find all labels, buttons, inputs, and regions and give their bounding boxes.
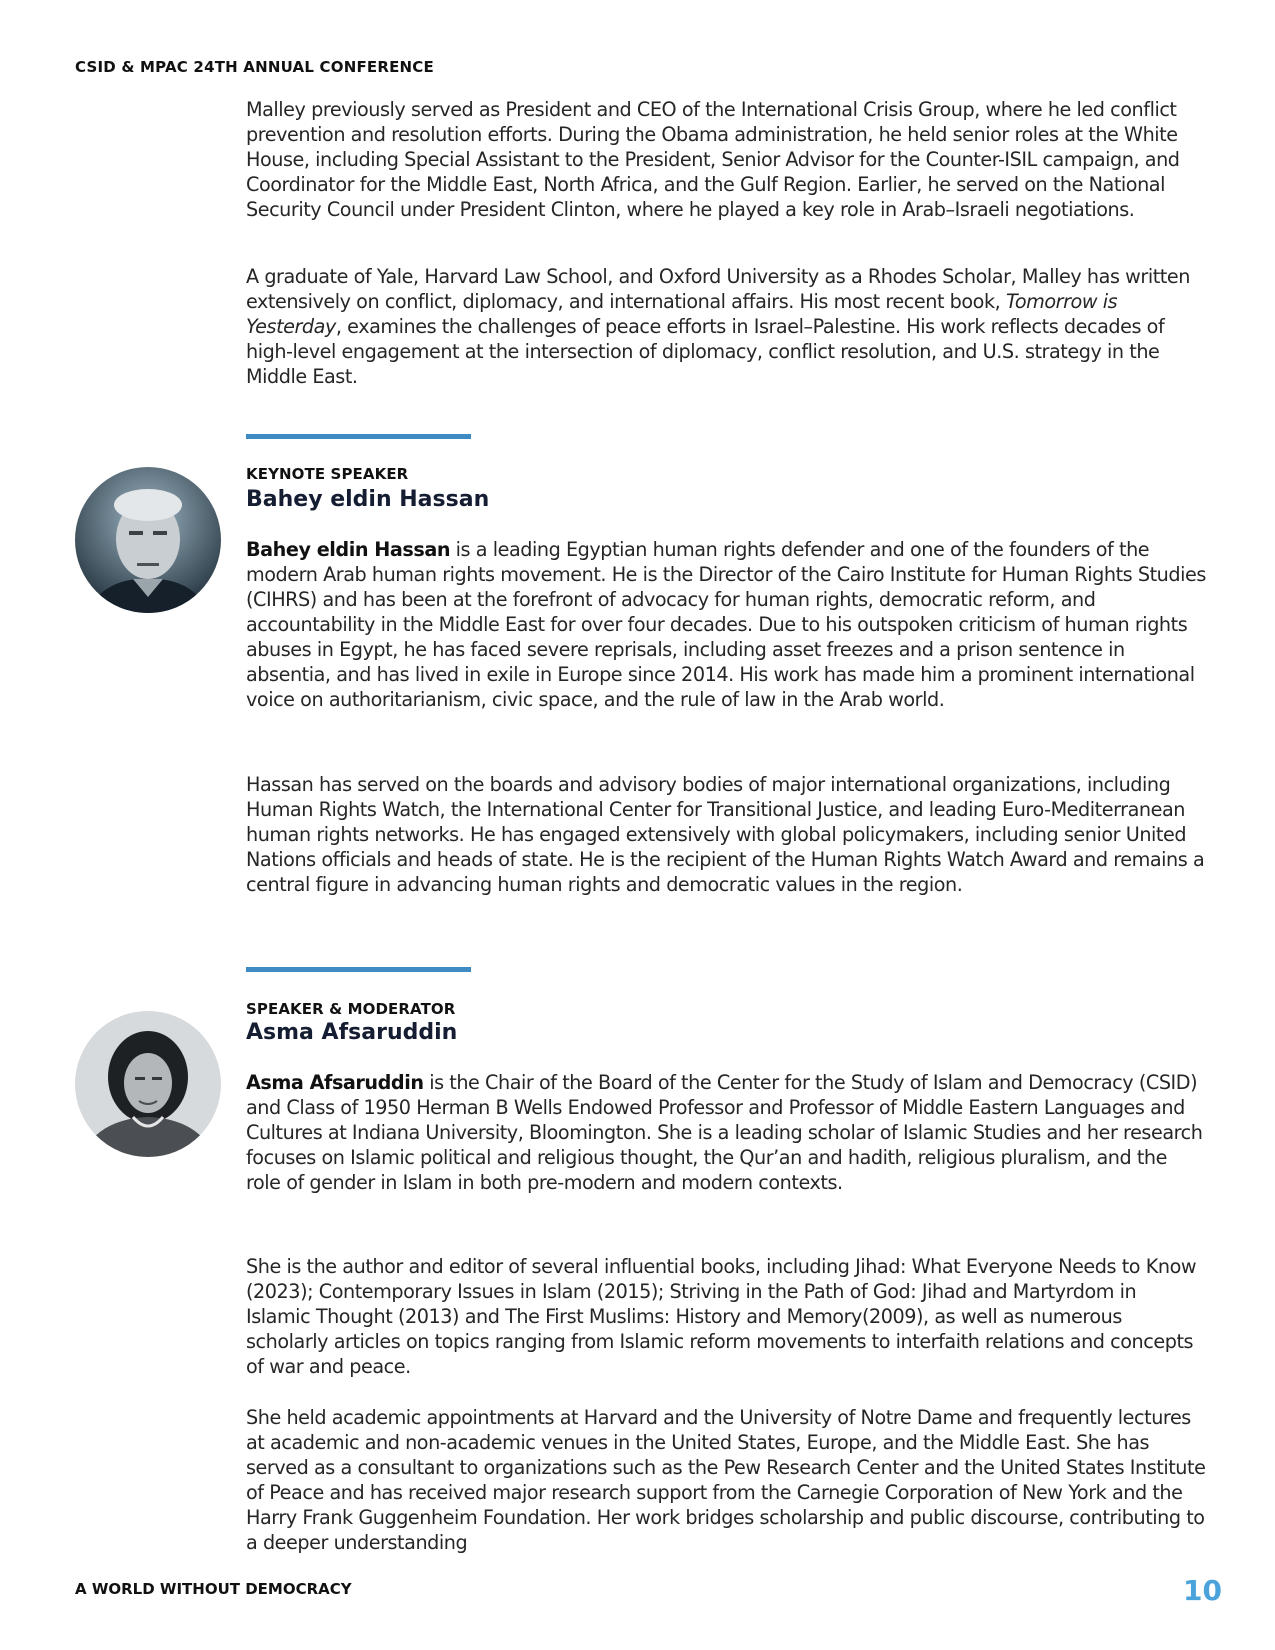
section-divider	[246, 434, 471, 439]
hassan-bio	[246, 537, 1206, 712]
afsaruddin-paragraph-1: Asma Afsaruddin is the Chair of the Board of the Center for the Study of Islam and Democracy (CSID) and Class of 1950 Herman B Wells Endowed Professor and Professor of Middle Eastern Languages and Cultures at Indiana University, Bloomington. She is a leading scholar of Islamic Studies and her research focuses on Islamic political and religious thought, the Qur’an and hadith, religious pluralism, and the role of gender in Islam in both pre-modern and modern contexts.	[246, 1071, 1203, 1194]
speaker-photo-hassan	[75, 467, 221, 613]
book-title: Tomorrow is Yesterday	[246, 290, 1118, 338]
malley-paragraph-1: Malley previously served as President and CEO of the International Crisis Group, where he led conflict prevention and resolution efforts. During the Obama administration, he held senior roles at the White House, including Special Assistant to the President, Senior Advisor for the Counter-ISIL campaign, and Coordinator for the Middle East, North Africa, and the Gulf Region. Earlier, he served on the National Security Council under President Clinton, where he played a key role in Arab–Israeli negotiations.	[246, 98, 1180, 221]
hassan-paragraph-2: Hassan has served on the boards and advisory bodies of major international organizations, including Human Rights Watch, the International Center for Transitional Justice, and leading Euro-Mediterranean human rights networks. He has engaged extensively with global policymakers, including senior United Nations officials and heads of state. He is the recipient of the Human Rights Watch Award and remains a central figure in advancing human rights and democratic values in the region.	[246, 773, 1205, 896]
portrait-image	[75, 1011, 221, 1157]
speaker-photo-afsaruddin	[75, 1011, 221, 1157]
section-divider	[246, 967, 471, 972]
malley-bio	[246, 97, 1206, 222]
running-header: CSID & MPAC 24TH ANNUAL CONFERENCE	[75, 58, 434, 76]
malley-bio-2	[246, 264, 1206, 389]
afsaruddin-bio	[246, 1070, 1206, 1195]
speaker-role: KEYNOTE SPEAKER	[246, 465, 409, 483]
hassan-paragraph-1: Bahey eldin Hassan is a leading Egyptian human rights defender and one of the founders of the modern Arab human rights movement. He is the Director of the Cairo Institute for Human Rights Studies (CIHRS) and has been at the forefront of advocacy for human rights, democratic reform, and accountability in the Middle East for over four decades. Due to his outspoken criticism of human rights abuses in Egypt, he has faced severe reprisals, including asset freezes and a prison sentence in absentia, and has lived in exile in Europe since 2014. His work has made him a prominent international voice on authoritarianism, civic space, and the rule of law in the Arab world.	[246, 538, 1206, 711]
malley-paragraph-2: A graduate of Yale, Harvard Law School, and Oxford University as a Rhodes Scholar, Malley has written extensively on conflict, diplomacy, and international affairs. His most recent book, Tomorrow is Yesterday, examines the challenges of peace efforts in Israel–Palestine. His work reflects decades of high-level engagement at the intersection of diplomacy, conflict resolution, and U.S. strategy in the Middle East.	[246, 265, 1190, 388]
afsaruddin-paragraph-3: She held academic appointments at Harvard and the University of Notre Dame and frequently lectures at academic and non-academic venues in the United States, Europe, and the Middle East. She has served as a consultant to organizations such as the Pew Research Center and the United States Institute of Peace and has received major research support from the Carnegie Corporation of New York and the Harry Frank Guggenheim Foundation. Her work bridges scholarship and public discourse, contributing to a deeper understanding	[246, 1406, 1206, 1554]
afsaruddin-bio-2	[246, 1254, 1206, 1379]
speaker-name: Bahey eldin Hassan	[246, 487, 490, 512]
running-footer: A WORLD WITHOUT DEMOCRACY	[75, 1580, 352, 1598]
speaker-name: Asma Afsaruddin	[246, 1020, 458, 1045]
speaker-role: SPEAKER & MODERATOR	[246, 1000, 456, 1018]
afsaruddin-bio-3	[246, 1405, 1206, 1555]
afsaruddin-paragraph-2: She is the author and editor of several influential books, including Jihad: What Everyone Needs to Know (2023); Contemporary Issues in Islam (2015); Striving in the Path of God: Jihad and Martyrdom in Islamic Thought (2013) and The First Muslims: History and Memory(2009), as well as numerous scholarly articles on topics ranging from Islamic reform movements to interfaith relations and concepts of war and peace.	[246, 1255, 1197, 1378]
hassan-bio-2	[246, 772, 1206, 897]
page-number: 10	[1183, 1574, 1222, 1607]
portrait-image	[75, 467, 221, 613]
